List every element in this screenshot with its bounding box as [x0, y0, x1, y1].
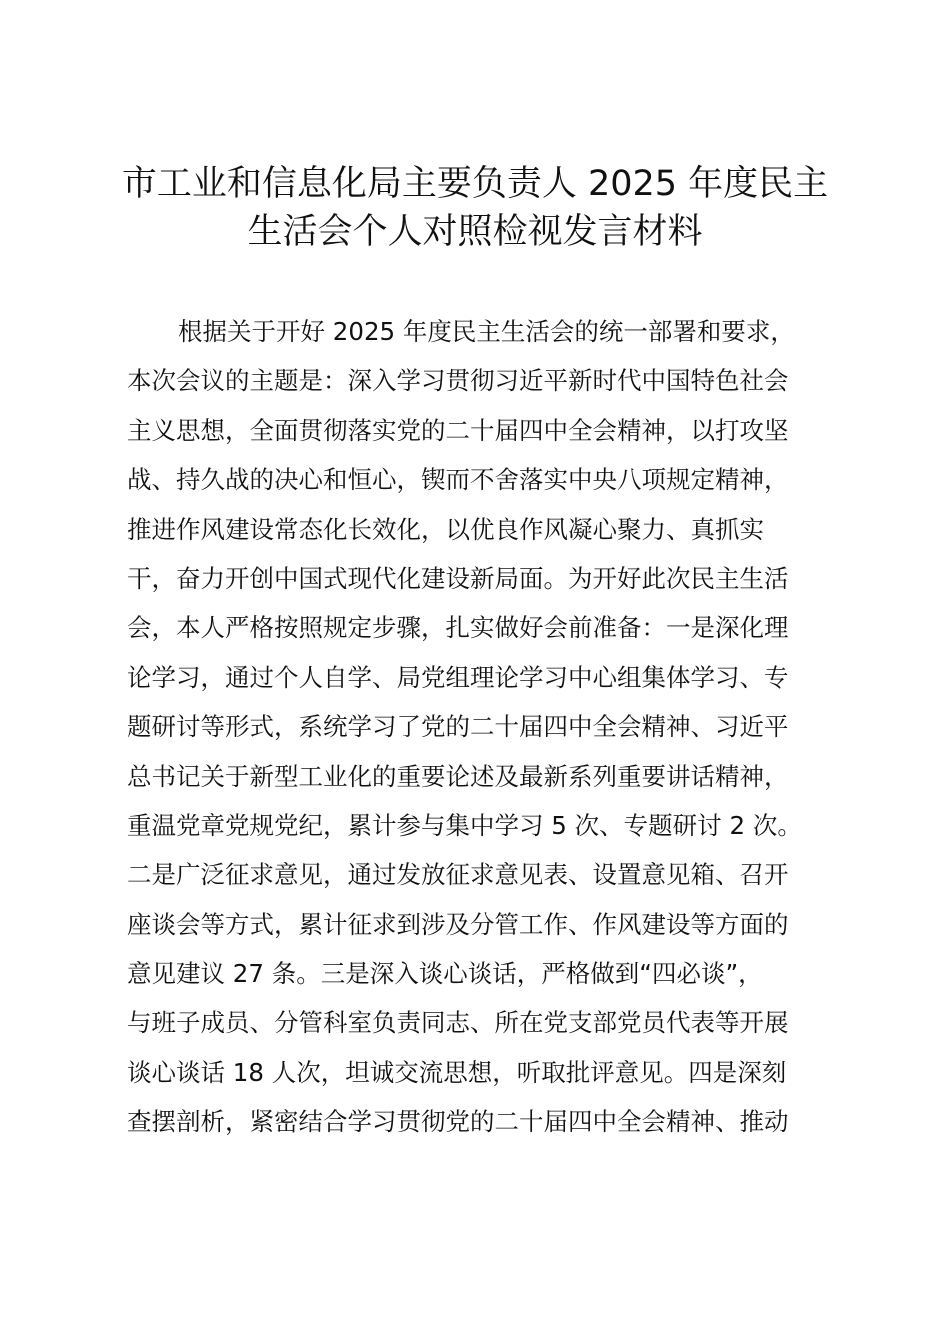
- paragraph-line: 查摆剖析，紧密结合学习贯彻党的二十届四中全会精神、推动: [127, 1107, 789, 1137]
- paragraph-line: 题研讨等形式，系统学习了党的二十届四中全会精神、习近平: [127, 712, 789, 742]
- paragraph-line: 座谈会等方式，累计征求到涉及分管工作、作风建设等方面的: [127, 909, 789, 939]
- paragraph-line: 重温党章党规党纪，累计参与集中学习 5 次、专题研讨 2 次。: [127, 810, 802, 840]
- paragraph-line: 总书记关于新型工业化的重要论述及最新系列重要讲话精神，: [127, 761, 789, 791]
- paragraph-line: 论学习，通过个人自学、局党组理论学习中心组集体学习、专: [127, 662, 789, 692]
- paragraph-line: 二是广泛征求意见，通过发放征求意见表、设置意见箱、召开: [127, 860, 789, 890]
- paragraph-line: 战、持久战的决心和恒心，锲而不舍落实中央八项规定精神，: [127, 465, 789, 495]
- title-line-2: 生活会个人对照检视发言材料: [247, 212, 703, 252]
- paragraph-line: 推进作风建设常态化长效化，以优良作风凝心聚力、真抓实: [127, 514, 764, 544]
- paragraph-line: 与班子成员、分管科室负责同志、所在党支部党员代表等开展: [127, 1008, 789, 1038]
- paragraph-line: 意见建议 27 条。三是深入谈心谈话，严格做到“四必谈”，: [127, 959, 763, 989]
- paragraph-line: 谈心谈话 18 人次，坦诚交流思想，听取批评意见。四是深刻: [127, 1057, 787, 1087]
- paragraph-line: 会，本人严格按照规定步骤，扎实做好会前准备：一是深化理: [127, 613, 789, 643]
- body-paragraph: [127, 307, 837, 1147]
- document-title: [110, 160, 840, 256]
- paragraph-line: 主义思想，全面贯彻落实党的二十届四中全会精神，以打攻坚: [127, 415, 789, 445]
- paragraph-line: 根据关于开好 2025 年度民主生活会的统一部署和要求，: [178, 317, 795, 346]
- paragraph-line: 干，奋力开创中国式现代化建设新局面。为开好此次民主生活: [127, 563, 789, 593]
- paragraph-line: 本次会议的主题是：深入学习贯彻习近平新时代中国特色社会: [127, 366, 789, 396]
- title-line-1: 市工业和信息化局主要负责人 2025 年度民主: [121, 164, 829, 204]
